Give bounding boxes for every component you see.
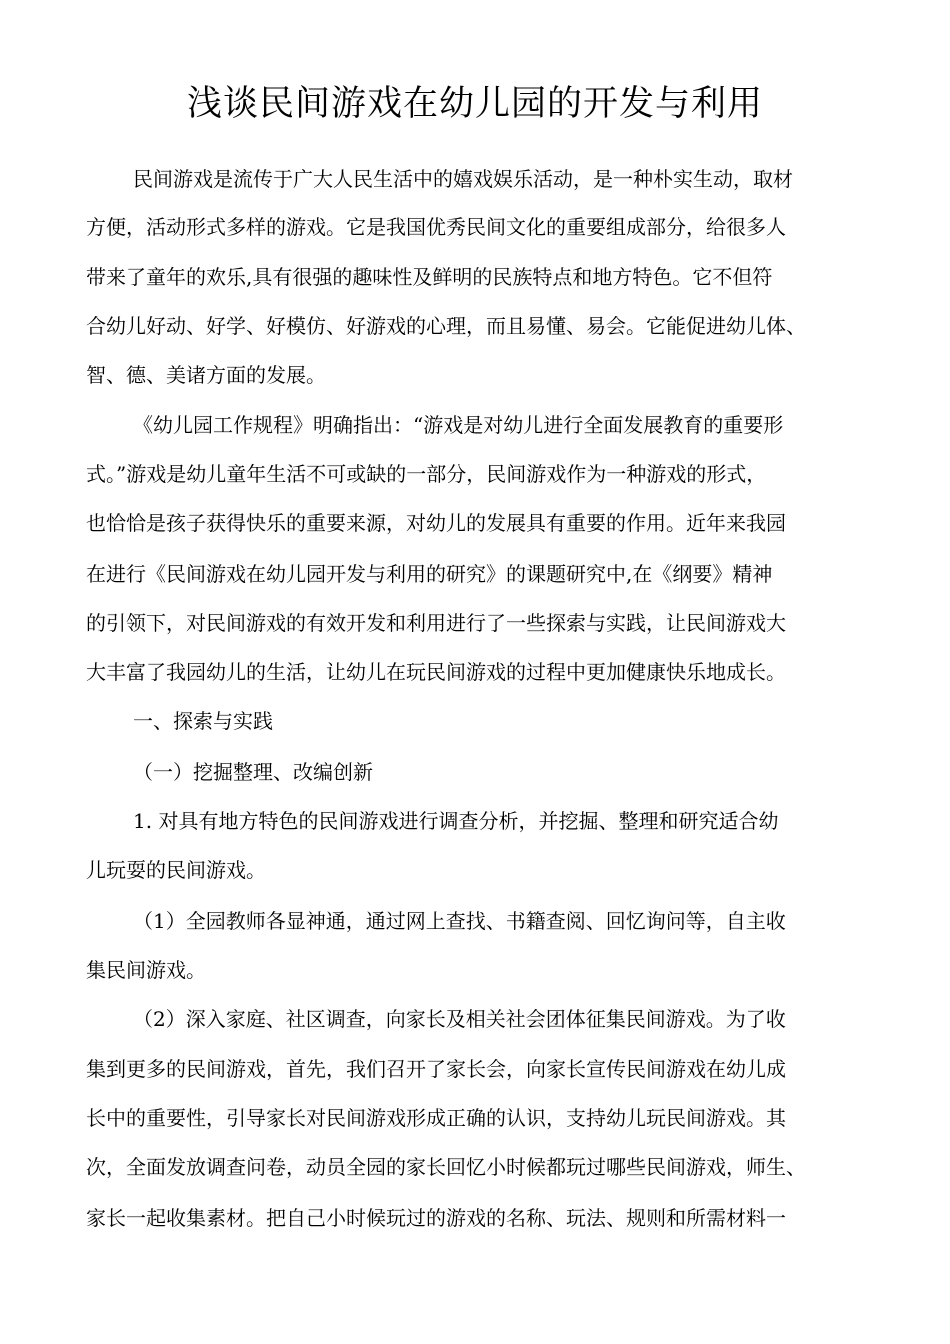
text-line: 次，全面发放调查问卷，动员全园的家长回忆小时候都玩过哪些民间游戏，师生、 [86, 1155, 806, 1179]
text-line: 在进行《民间游戏在幼儿园开发与利用的研究》的课题研究中,在《纲要》精神 [86, 562, 773, 586]
text-line: 也恰恰是孩子获得快乐的重要来源，对幼儿的发展具有重要的作用。近年来我园 [86, 511, 786, 535]
text-line: 集民间游戏。 [86, 958, 206, 982]
text-line: 家长一起收集素材。把自己小时候玩过的游戏的名称、玩法、规则和所需材料一 [86, 1206, 786, 1230]
text-line: 合幼儿好动、好学、好模仿、好游戏的心理，而且易懂、易会。它能促进幼儿体、 [86, 314, 806, 338]
subsection-heading: （一）挖掘整理、改编创新 [133, 760, 373, 784]
text-line: （1）全园教师各显神通，通过网上查找、书籍查阅、回忆询问等，自主收 [133, 909, 786, 933]
text-line: （2）深入家庭、社区调查，向家长及相关社会团体征集民间游戏。为了收 [133, 1007, 786, 1031]
section-heading: 一、探索与实践 [133, 709, 273, 733]
text-line: 式。”游戏是幼儿童年生活不可或缺的一部分，民间游戏作为一种游戏的形式， [86, 462, 767, 486]
text-line: 儿玩耍的民间游戏。 [86, 858, 266, 882]
text-line: 大丰富了我园幼儿的生活，让幼儿在玩民间游戏的过程中更加健康快乐地成长。 [86, 660, 786, 684]
text-line: 《幼儿园工作规程》明确指出：“游戏是对幼儿进行全面发展教育的重要形 [133, 413, 784, 437]
text-line: 民间游戏是流传于广大人民生活中的嬉戏娱乐活动，是一种朴实生动，取材 [133, 167, 793, 191]
document-title: 浅谈民间游戏在幼儿园的开发与利用 [186, 84, 763, 124]
text-line: 智、德、美诸方面的发展。 [86, 363, 326, 387]
text-line: 1. 对具有地方特色的民间游戏进行调查分析，并挖掘、整理和研究适合幼 [133, 809, 779, 833]
text-line: 长中的重要性，引导家长对民间游戏形成正确的认识，支持幼儿玩民间游戏。其 [86, 1106, 786, 1130]
text-line: 集到更多的民间游戏，首先，我们召开了家长会，向家长宣传民间游戏在幼儿成 [86, 1057, 786, 1081]
text-line: 的引领下，对民间游戏的有效开发和利用进行了一些探索与实践，让民间游戏大 [86, 611, 786, 635]
text-line: 带来了童年的欢乐,具有很强的趣味性及鲜明的民族特点和地方特色。它不但符 [86, 265, 773, 289]
text-line: 方便，活动形式多样的游戏。它是我国优秀民间文化的重要组成部分，给很多人 [86, 215, 786, 239]
